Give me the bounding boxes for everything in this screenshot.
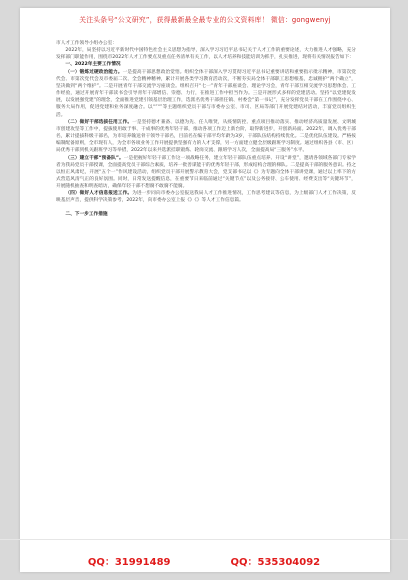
- section-heading-1: 一、2022年主要工作情况: [65, 62, 121, 68]
- paragraph-1: [56, 69, 356, 119]
- section-heading-2: 二、下一步工作措施: [65, 211, 108, 217]
- paragraph-intro: 2022年，局坚持以习近平新时代中国特色社会主义思想为指导，深入学习习近平总书记关于人才工作的重要论述，大力推进人才强略，充分发挥部门职能作用，围绕市2022年人才工作要点及重点任务清单有关工作，以人才培养和技能培训为抓手，扎实推进，现将有关情况报告如下：: [56, 48, 356, 61]
- paragraph-1-text: 一是提高干部思想政治觉悟。组织全体干部深入学习贯彻习近平总书记重要讲话和重要指示批示精神，市第次党代会、市第次党代会及市委届二次、全会精神精神，累计开展各类学习教育活动次，不断夯实局全体干部职工思想根基，忠诚拥护“两个确立”，坚决做到“两个维护”。二是开展青年干部交流学习座谈会。组织召开“七一”青年干部座谈会、理论学习会，青年干部互相交流学习思想体会、工作经验，通过开展青年干部读书会引导青年干部增信、崇德、力行，在推进工作中担当作为。三是开展形式多样的党建活动。坚持“以党建促发展，以发展强党建”的理念，全面推进党建引领基层治理工作，选派名优秀干部担任镇、村委会“第一书记”，充分发挥党员干部在工作围绕中心、服务大局作用，促进党建和业务深度融合。以“”“”等主题组织党员干部与市委办公室、市司、区局等部门开展党建结对活动，丰富党员组织生活。: [56, 69, 356, 118]
- paragraph-4: [56, 190, 356, 204]
- salutation: 市人才工作领导小组办公室：: [56, 41, 117, 46]
- document-page: [20, 8, 390, 572]
- paragraph-3-text: 一是把握好年轻干部工作这一项战略任务，建立年轻干部队伍重点培养、开设“讲堂”，邀请各领域各部门专家学者为我局党员干部授课，全面提高党员干部综合素质，培养一批善谋能干的优秀年轻干部，形成结构合理的梯队。二是提高干部的服务意识。持之以恒正风肃纪，开展“五个一”作风建设活动，组织党员干部开展警示教育大会，党支部书记以《》为专题向全体干部讲党课，通过以上率下的方式营造风清气正的良好氛围。同时，日常发送提醒信息，在重要节日来临前通过“关键节点”以及公务接待、公车使用、经费支出等“关键环节”，开展随机抽查和明查暗访，确保年轻干部不想腐不敢腐不能腐。: [56, 155, 357, 190]
- qq-contact-1: QQ：31991489: [87, 556, 171, 568]
- subheading-1: （一）锻炼过硬政治能力。: [65, 69, 123, 75]
- qq-contact-2: QQ：535304092: [230, 556, 321, 568]
- subheading-3: （三）建立干部“预备队”。: [65, 155, 124, 161]
- paragraph-3: [56, 155, 356, 191]
- promo-banner: 关注头条号“公文研究”，获得最新最全最专业的公文资料库！ 微信：gongwenyj: [79, 16, 331, 24]
- paragraph-2-text: 一是坚持德才兼备、以德为先、任人唯贤，从疫情防控、重点项目推动落实、推动经济高质量发展、文明城市创建攻坚等工作中，提拔使用敢于事、干成事的优秀年轻干部，推动各项工作迈上新台阶，取得新进步，开创新局面。2022年，调入优秀干部名，累计提拔科级干部名，为市培养输送骨干领导干部名，目前名在编干部平均年龄为3岁，干部队伍结构持续优化。二是优化队伍建设。严格按编制配备原则，全市现有人，为全市各项业务工作开展提供坚强有力的人才支撑，另一方面建立健全层级跟班学习制度。通过组织各县（市、区）局优秀干部到机关跟班学习等举措，2022年以来共选派挂职锻炼、轮岗交流、跟班学习人次，全面提高局“三服务”水平。: [56, 119, 357, 154]
- document-body: [56, 40, 356, 218]
- paragraph-4-text: 为进一步同向市委办公室报送我局人才工作推进情况，工作思考建议等信息，为上级部门人才工作决策，反映基层声音，提供科学决策参考，2022年，向市委办公室上报《》《》等人才工作信息篇。: [56, 191, 356, 204]
- subheading-2: （二）做好干部选拔任用工作。: [65, 119, 133, 125]
- subheading-4: （四）做好人才信息报送工作。: [65, 191, 133, 197]
- contact-footer: [0, 539, 408, 580]
- paragraph-2: [56, 119, 356, 155]
